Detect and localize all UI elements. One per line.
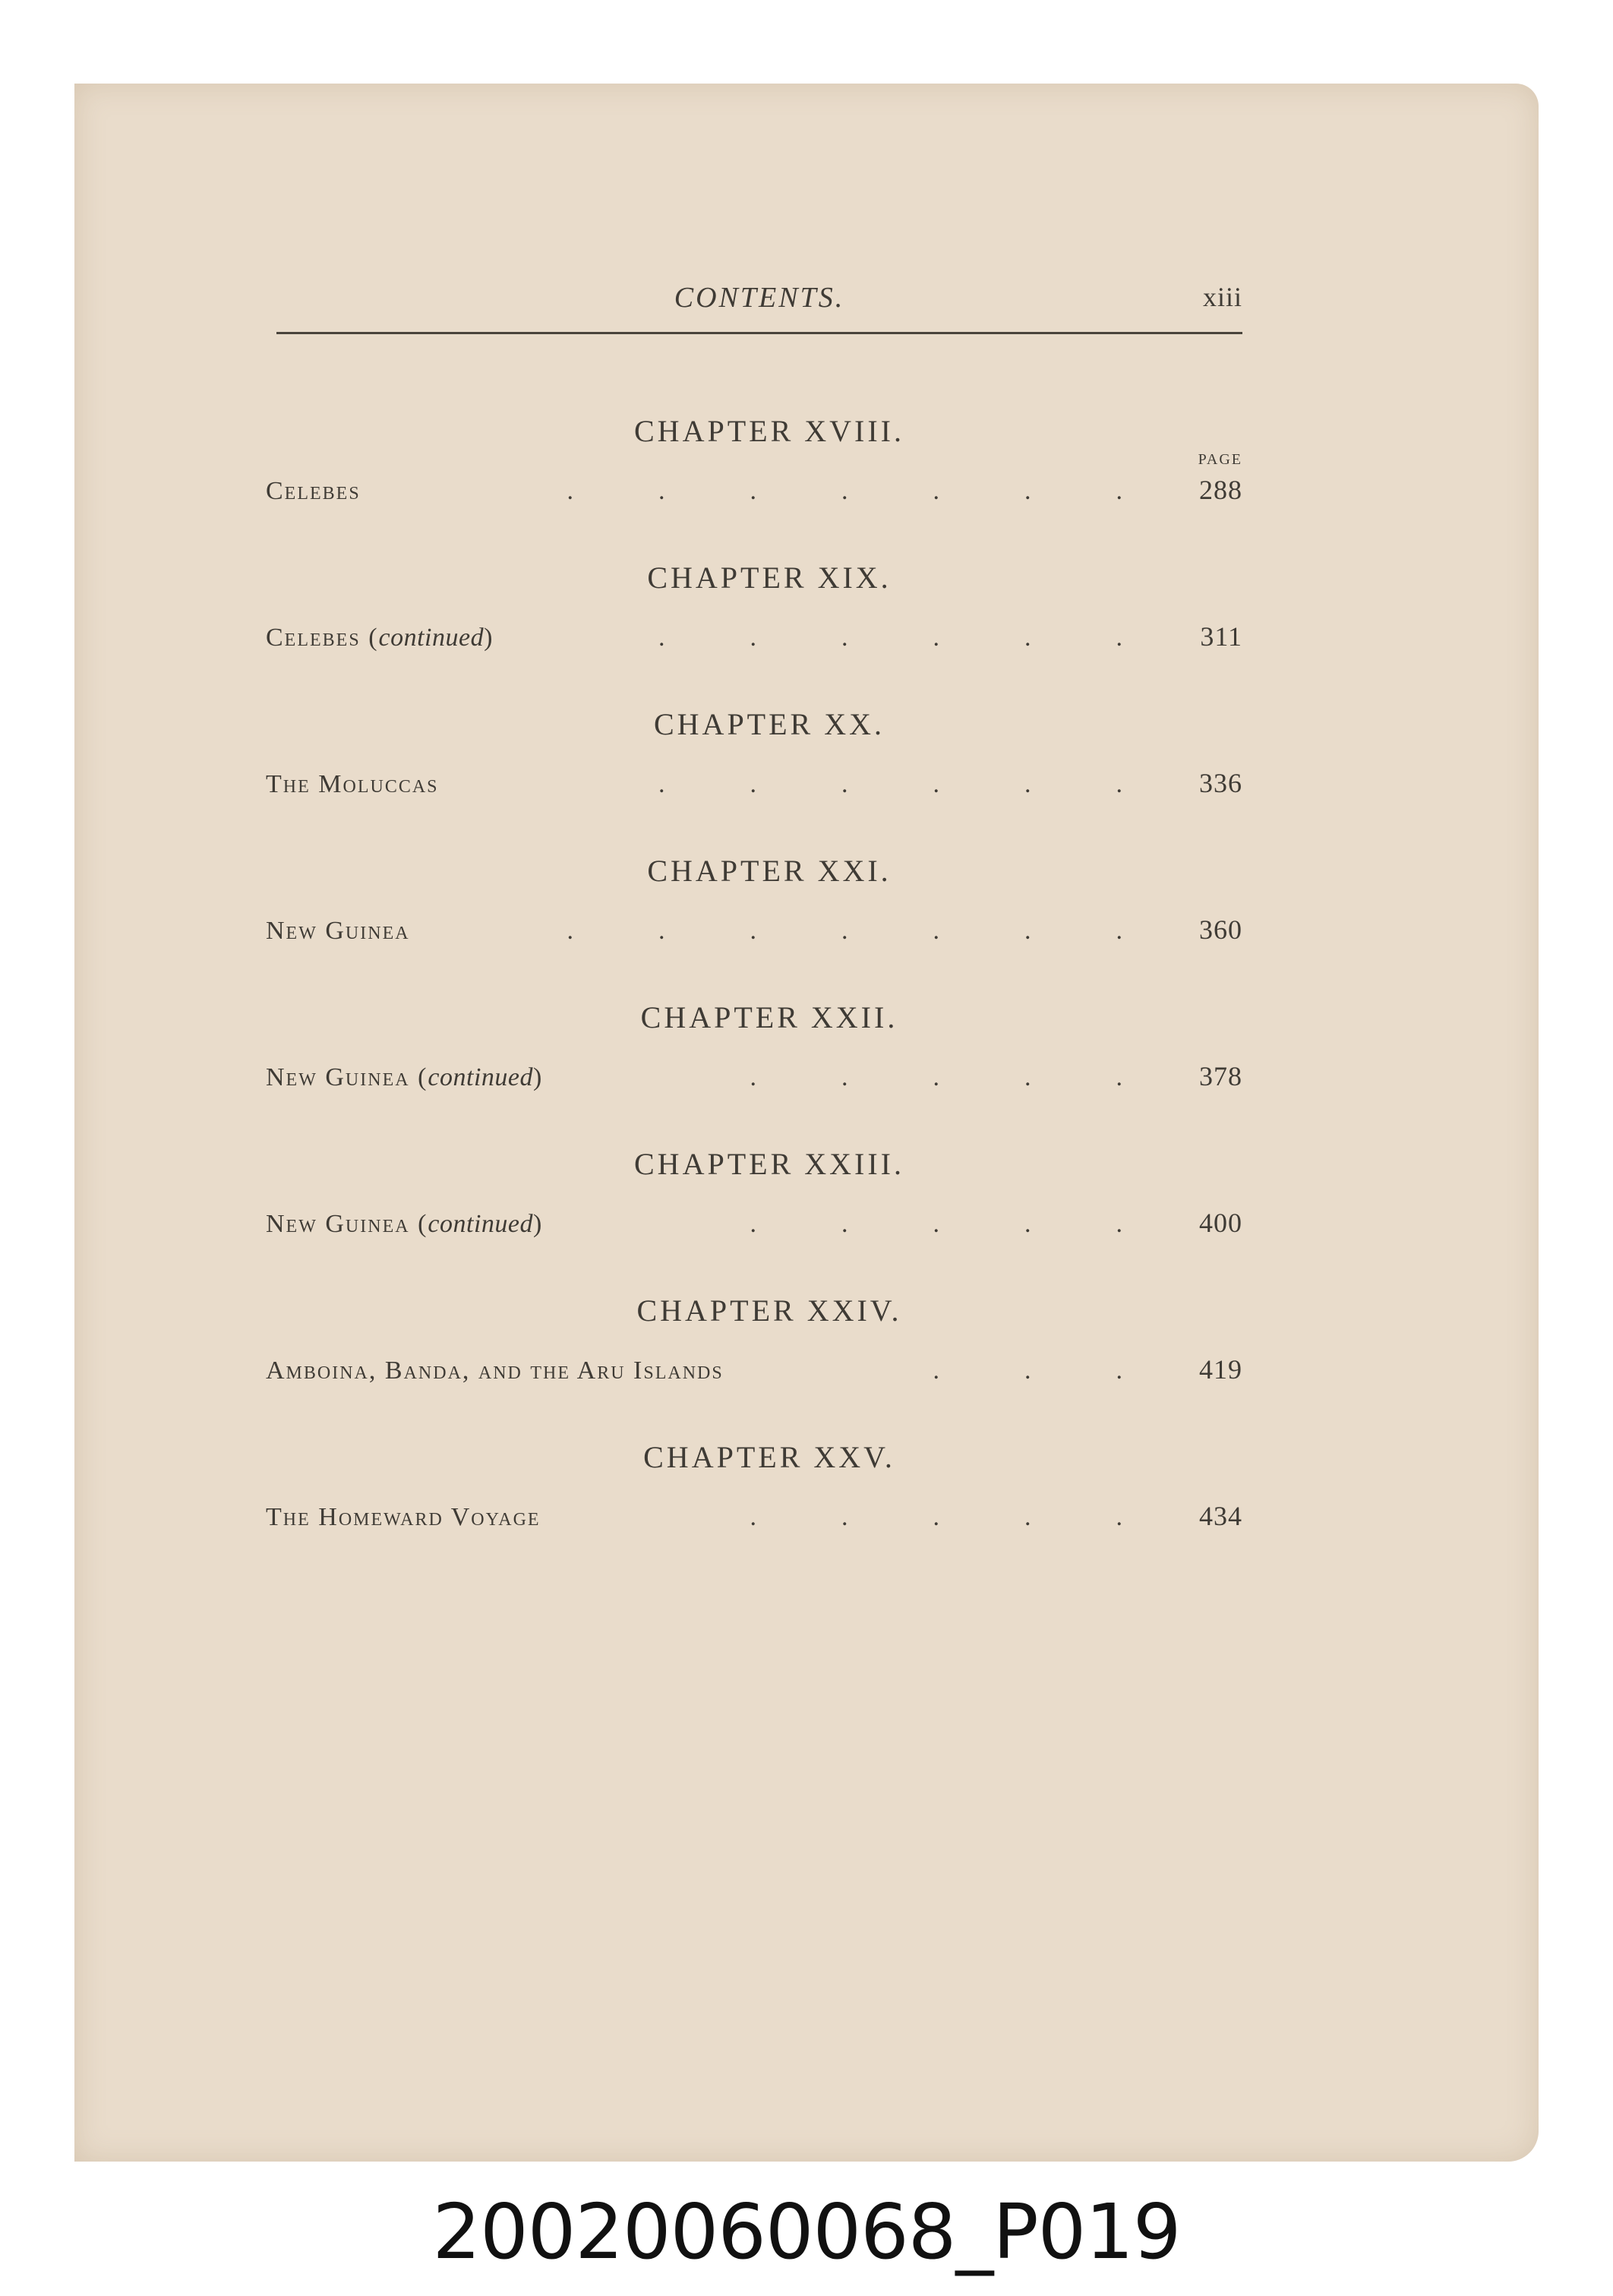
chapter-heading: CHAPTER XXV. bbox=[643, 1440, 895, 1474]
page-column-label: PAGE bbox=[1198, 451, 1242, 468]
chapter-heading: CHAPTER XXI. bbox=[647, 854, 892, 888]
running-title: CONTENTS. bbox=[674, 282, 845, 314]
page-folio: xiii bbox=[1202, 282, 1242, 312]
entry-title: New Guinea bbox=[266, 917, 410, 945]
scan-identifier: 20020060068_P019 bbox=[432, 2187, 1181, 2276]
entry-page-number: 360 bbox=[1199, 914, 1242, 945]
dot-leader: . . . . . bbox=[750, 1063, 1122, 1091]
contents-entry bbox=[266, 1350, 1242, 1388]
entry-title: The Homeward Voyage bbox=[266, 1503, 541, 1531]
entry-qualifier: continued bbox=[428, 1063, 533, 1091]
entry-title: New Guinea (continued) bbox=[266, 1210, 544, 1238]
chapter-heading: CHAPTER XXIII. bbox=[634, 1147, 904, 1181]
entry-page-number: 288 bbox=[1199, 475, 1242, 505]
entry-page-number: 378 bbox=[1199, 1061, 1242, 1091]
contents-entry bbox=[266, 764, 1242, 802]
chapter-block bbox=[266, 1290, 1242, 1436]
dot-leader: . . . . . . bbox=[658, 624, 1122, 652]
contents-list bbox=[266, 410, 1242, 1583]
contents-entry bbox=[266, 1057, 1242, 1095]
contents-entry bbox=[266, 911, 1242, 949]
contents-entry bbox=[266, 471, 1242, 509]
contents-entry bbox=[266, 1497, 1242, 1535]
entry-qualifier: continued bbox=[428, 1210, 533, 1238]
entry-page-number: 419 bbox=[1199, 1354, 1242, 1385]
dot-leader: . . . . . . bbox=[658, 770, 1122, 798]
entry-page-number: 400 bbox=[1199, 1208, 1242, 1238]
chapter-block bbox=[266, 410, 1242, 557]
dot-leader: . . . . . . . bbox=[567, 477, 1122, 505]
chapter-block bbox=[266, 703, 1242, 850]
dot-leader: . . . . . bbox=[750, 1210, 1122, 1238]
header-rule bbox=[276, 332, 1242, 334]
chapter-block bbox=[266, 850, 1242, 996]
dot-leader: . . . . . . . bbox=[567, 917, 1122, 945]
chapter-heading: CHAPTER XXIV. bbox=[636, 1293, 902, 1328]
entry-title: Amboina, Banda, and the Aru Islands bbox=[266, 1356, 724, 1385]
dot-leader: . . . . . bbox=[750, 1503, 1122, 1531]
entry-page-number: 336 bbox=[1199, 768, 1242, 798]
chapter-heading: CHAPTER XX. bbox=[653, 707, 885, 741]
contents-entry bbox=[266, 1204, 1242, 1242]
chapter-block bbox=[266, 996, 1242, 1143]
running-head bbox=[276, 276, 1242, 322]
entry-title: New Guinea (continued) bbox=[266, 1063, 544, 1091]
entry-title: Celebes bbox=[266, 477, 361, 505]
chapter-block bbox=[266, 1143, 1242, 1290]
contents-entry bbox=[266, 617, 1242, 655]
chapter-block bbox=[266, 1436, 1242, 1583]
entry-qualifier: continued bbox=[378, 624, 485, 652]
chapter-heading: CHAPTER XXII. bbox=[640, 1000, 898, 1034]
entry-title: Celebes (continued) bbox=[266, 624, 494, 652]
entry-page-number: 311 bbox=[1200, 621, 1242, 652]
entry-title: The Moluccas bbox=[266, 770, 439, 798]
chapter-heading: CHAPTER XIX. bbox=[647, 561, 892, 595]
chapter-heading: CHAPTER XVIII. bbox=[634, 414, 904, 448]
chapter-block bbox=[266, 557, 1242, 703]
dot-leader: . . . bbox=[933, 1356, 1122, 1385]
entry-page-number: 434 bbox=[1199, 1501, 1242, 1531]
